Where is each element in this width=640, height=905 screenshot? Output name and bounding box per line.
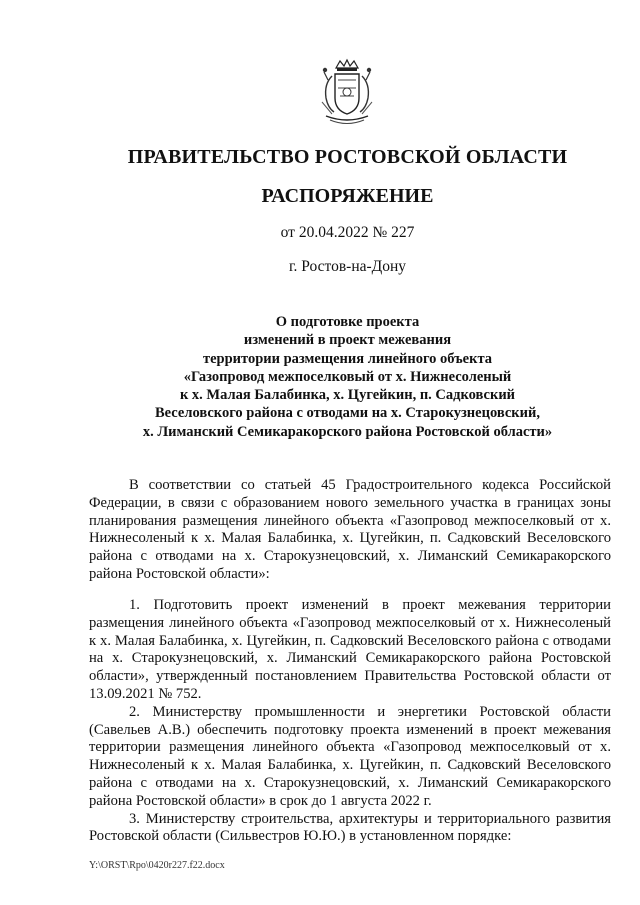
subject-line: Веселовского района с отводами на х. Старокузнецовский, <box>155 405 540 422</box>
item-paragraph: 2. Министерству промышленности и энергетики Ростовской области (Савельев А.В.) обеспечить подготовку проекта изменений в проект межевания территории размещения линейного объекта «Газопровод межпоселковый от х. Нижнесоленый к х. Малая Балабинка, х. Цугейкин, п. Садковский Веселовского района с отводами на х. Старокузнецовский, х. Лиманский Семикаракорского района Ростовской области» в срок до 1 августа 2022 г. <box>89 703 611 809</box>
subject-line: к х. Малая Балабинка, х. Цугейкин, п. Садковский <box>179 387 516 404</box>
document-city: г. Ростов-на-Дону <box>288 258 407 275</box>
document-type: РАСПОРЯЖЕНИЕ <box>261 185 434 207</box>
coat-of-arms-icon <box>318 58 376 128</box>
preamble-block <box>89 477 611 584</box>
item-paragraph: 3. Министерству строительства, архитектуры и территориального развития Ростовской области (Сильвестров Ю.Ю.) в установленном порядке: <box>89 810 611 845</box>
subject-line: О подготовке проекта <box>275 314 420 330</box>
preamble-paragraph: В соответствии со статьей 45 Градостроительного кодекса Российской Федерации, в связи с образованием нового земельного участка в границах зоны планирования размещения линейного объекта «Газопровод межпоселковый от х. Нижнесоленый к х. Малая Балабинка, х. Цугейкин, п. Садковский Веселовского района с отводами на х. Старокузнецовский, х. Лиманский Семикаракорского района Ростовской области»: <box>89 477 611 582</box>
subject-line: «Газопровод межпоселковый от х. Нижнесоленый <box>183 368 512 385</box>
document-subject <box>0 313 640 441</box>
file-path-footer: Y:\ORST\Rpo\0420r227.f22.docx <box>89 860 225 871</box>
government-title: ПРАВИТЕЛЬСТВО РОСТОВСКОЙ ОБЛАСТИ <box>127 146 568 168</box>
document-date-number: от 20.04.2022 № 227 <box>280 224 415 241</box>
subject-line: территории размещения линейного объекта <box>203 350 492 367</box>
items-block <box>89 597 611 846</box>
item-paragraph: 1. Подготовить проект изменений в проект межевания территории размещения линейного объекта «Газопровод межпоселковый от х. Нижнесоленый к х. Малая Балабинка, х. Цугейкин, п. Садковский Веселовского района с отводами на х. Старокузнецовский, х. Лиманский Семикаракорского района Ростовской области», утвержденный постановлением Правительства Ростовской области от 13.09.2021 № 752. <box>89 597 611 702</box>
subject-line: изменений в проект межевания <box>243 332 452 349</box>
subject-line: х. Лиманский Семикаракорского района Ростовской области» <box>142 423 553 440</box>
